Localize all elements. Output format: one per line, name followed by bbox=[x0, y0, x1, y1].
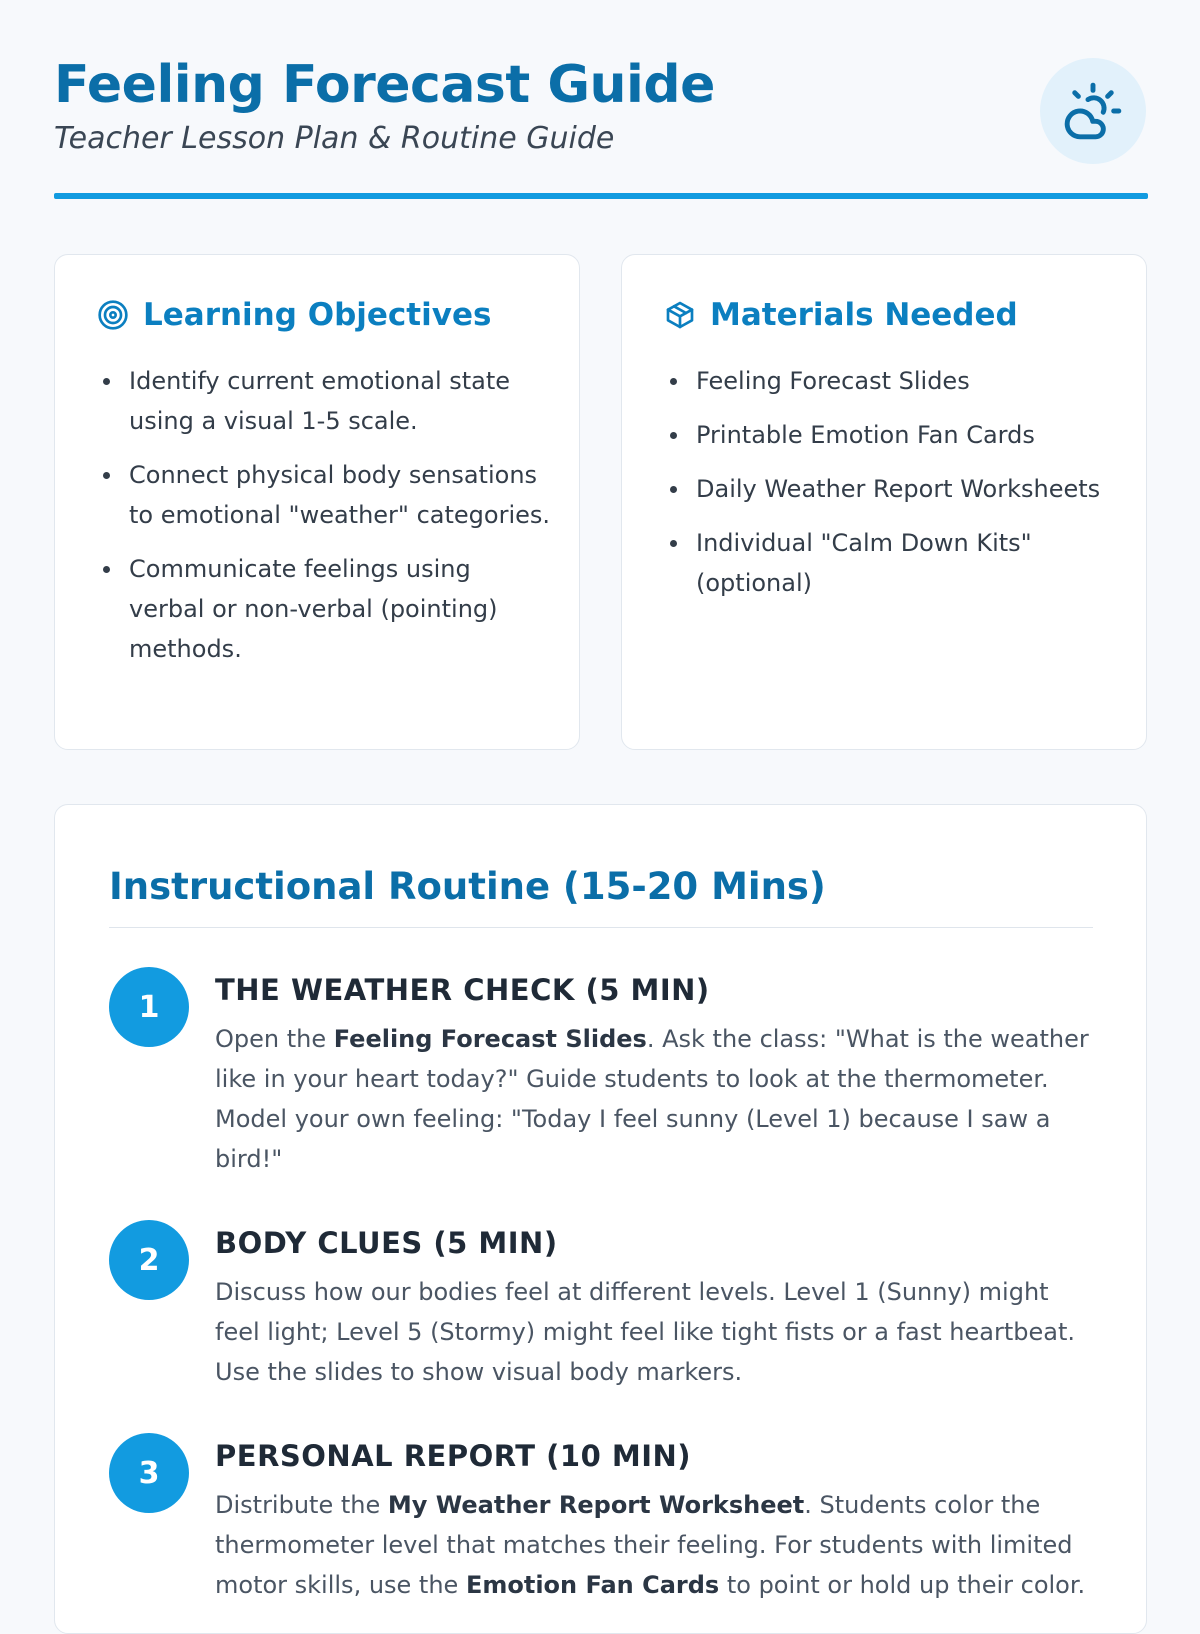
step-text-segment: Open the bbox=[215, 1025, 334, 1053]
list-item: Identify current emotional state using a visual 1-5 scale. bbox=[97, 361, 551, 441]
step-text-bold: Feeling Forecast Slides bbox=[333, 1025, 647, 1053]
step-description bbox=[215, 1485, 1093, 1605]
step-text-segment: . Students color the thermometer level that matches their feeling. For students with limited motor skills, use the bbox=[215, 1491, 1073, 1599]
step-text-bold: My Weather Report Worksheet bbox=[387, 1491, 805, 1519]
step-number-badge: 3 bbox=[109, 1433, 189, 1513]
page-title: Feeling Forecast Guide bbox=[54, 55, 715, 115]
card-title: Learning Objectives bbox=[143, 297, 492, 333]
step-title: THE WEATHER CHECK (5 MIN) bbox=[215, 973, 710, 1007]
list-item: Daily Weather Report Worksheets bbox=[664, 469, 1118, 509]
list-item: Feeling Forecast Slides bbox=[664, 361, 1118, 401]
materials-list bbox=[664, 361, 1118, 617]
box-icon bbox=[664, 299, 696, 331]
list-item: Connect physical body sensations to emotional "weather" categories. bbox=[97, 455, 551, 535]
step-text-segment: to point or hold up their color. bbox=[719, 1571, 1086, 1599]
step-text-segment: . Ask the class: "What is the weather like in your heart today?" Guide students to look at the thermometer. Model your own feeling: "Today I feel sunny (Level 1) because I saw a bird!" bbox=[215, 1025, 1089, 1173]
step-title: PERSONAL REPORT (10 MIN) bbox=[215, 1439, 692, 1473]
list-item: Printable Emotion Fan Cards bbox=[664, 415, 1118, 455]
objectives-list bbox=[97, 361, 551, 683]
materials-needed-card bbox=[621, 254, 1147, 750]
step-number-badge: 1 bbox=[109, 967, 189, 1047]
instructional-routine-card bbox=[54, 804, 1147, 1634]
learning-objectives-card bbox=[54, 254, 580, 750]
step-body bbox=[215, 1437, 1093, 1605]
step-body bbox=[215, 971, 1093, 1179]
list-item: Communicate feelings using verbal or non-verbal (pointing) methods. bbox=[97, 549, 551, 669]
step-description: Discuss how our bodies feel at different levels. Level 1 (Sunny) might feel light; Level 5 (Stormy) might feel like tight fists or a fast heartbeat. Use the slides to show visual body markers. bbox=[215, 1278, 1076, 1386]
step-number-badge: 2 bbox=[109, 1220, 189, 1300]
page-header bbox=[54, 52, 1146, 160]
routine-divider bbox=[109, 927, 1093, 928]
card-title: Materials Needed bbox=[710, 297, 1018, 333]
step-body bbox=[215, 1224, 1093, 1392]
header-divider bbox=[54, 193, 1148, 199]
step-text-bold: Emotion Fan Cards bbox=[465, 1571, 720, 1599]
card-header bbox=[97, 297, 491, 333]
page-subtitle: Teacher Lesson Plan & Routine Guide bbox=[54, 121, 615, 156]
target-icon bbox=[97, 299, 129, 331]
step-text-segment: Distribute the bbox=[215, 1491, 388, 1519]
step-title: BODY CLUES (5 MIN) bbox=[215, 1226, 558, 1260]
step-description bbox=[215, 1019, 1093, 1179]
list-item: Individual "Calm Down Kits" (optional) bbox=[664, 523, 1118, 603]
routine-title: Instructional Routine (15-20 Mins) bbox=[109, 865, 826, 908]
sun-behind-cloud-icon bbox=[1040, 58, 1146, 164]
card-header bbox=[664, 297, 1018, 333]
